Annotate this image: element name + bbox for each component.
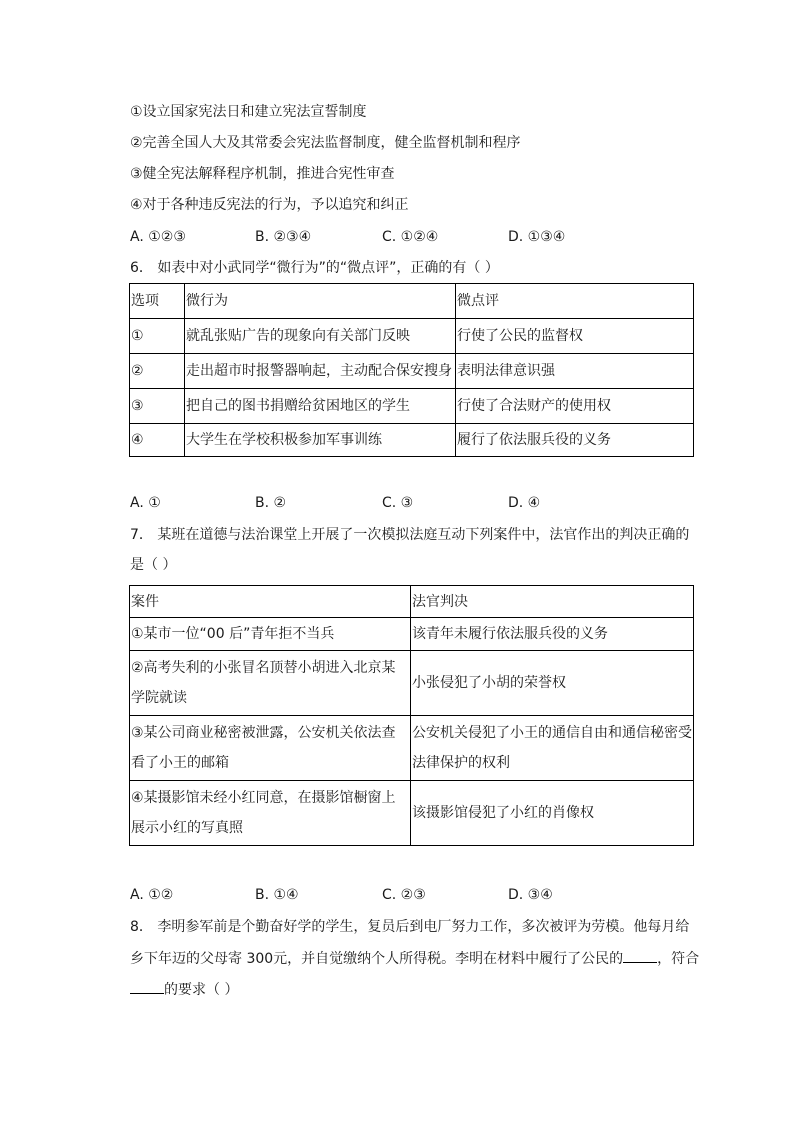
q7-stem-line-1: 7． 某班在道德与法治课堂上开展了一次模拟法庭互动下列案件中，法官作出的判决正确的 <box>130 527 690 543</box>
q7-stem-line-2: 是（ ） <box>130 557 177 573</box>
q5-option-c[interactable]: C. ①②④ <box>382 229 439 245</box>
q7-option-d[interactable]: D. ③④ <box>508 887 553 903</box>
q6-stem: 6． 如表中对小武同学“微行为”的“微点评”，正确的有（ ） <box>130 260 499 276</box>
table-header-row <box>130 284 694 319</box>
q5-options <box>130 227 650 247</box>
table-cell: ①某市一位“00 后”青年拒不当兵 <box>130 618 411 651</box>
table-cell: 行使了公民的监督权 <box>456 319 694 354</box>
q6-table <box>129 283 694 457</box>
table-row <box>130 618 694 651</box>
q6-option-c[interactable]: C. ③ <box>382 495 414 511</box>
table-header-cell: 法官判决 <box>411 586 694 618</box>
table-header-cell: 微点评 <box>456 284 694 319</box>
table-cell: 就乱张贴广告的现象向有关部门反映 <box>185 319 456 354</box>
q6-option-b[interactable]: B. ② <box>255 495 287 511</box>
q6-options <box>130 493 650 513</box>
table-cell: ④ <box>130 424 185 457</box>
q5-item-2: ②完善全国人大及其常委会宪法监督制度，健全监督机制和程序 <box>130 135 521 151</box>
q8-line-2 <box>130 948 699 969</box>
q7-option-b[interactable]: B. ①④ <box>255 887 299 903</box>
table-cell: ③某公司商业秘密被泄露，公安机关依法查看了小王的邮箱 <box>130 716 411 781</box>
table-cell: 表明法律意识强 <box>456 354 694 389</box>
table-row <box>130 389 694 424</box>
table-row <box>130 781 694 846</box>
table-cell: 走出超市时报警器响起，主动配合保安搜身 <box>185 354 456 389</box>
table-row <box>130 354 694 389</box>
q5-option-b[interactable]: B. ②③④ <box>255 229 312 245</box>
answer-blank-1 <box>623 948 657 963</box>
q5-option-d[interactable]: D. ①③④ <box>508 229 566 245</box>
table-cell: 履行了依法服兵役的义务 <box>456 424 694 457</box>
table-cell: 把自己的图书捐赠给贫困地区的学生 <box>185 389 456 424</box>
table-cell: 行使了合法财产的使用权 <box>456 389 694 424</box>
q7-table <box>129 585 694 846</box>
q5-item-4: ④对于各种违反宪法的行为，予以追究和纠正 <box>130 197 409 213</box>
q7-options <box>130 885 650 905</box>
table-cell: ④某摄影馆未经小红同意，在摄影馆橱窗上展示小红的写真照 <box>130 781 411 846</box>
q5-option-a[interactable]: A. ①②③ <box>130 229 186 245</box>
q8-line-2-text: 乡下年迈的父母寄 300元，并自觉缴纳个人所得税。李明在材料中履行了公民的 <box>130 951 624 967</box>
table-cell: ②高考失利的小张冒名顶替小胡进入北京某学院就读 <box>130 651 411 716</box>
q8-line-3 <box>130 979 238 1000</box>
q8-line-1: 8． 李明参军前是个勤奋好学的学生，复员后到电厂努力工作，多次被评为劳模。他每月给 <box>130 919 690 935</box>
table-cell: 小张侵犯了小胡的荣誉权 <box>411 651 694 716</box>
table-row <box>130 424 694 457</box>
q6-option-d[interactable]: D. ④ <box>508 495 541 511</box>
table-header-cell: 选项 <box>130 284 185 319</box>
q8-line-2-tail: ，符合 <box>657 951 700 967</box>
table-cell: 公安机关侵犯了小王的通信自由和通信秘密受法律保护的权利 <box>411 716 694 781</box>
table-cell: ③ <box>130 389 185 424</box>
q6-option-a[interactable]: A. ① <box>130 495 161 511</box>
table-header-cell: 微行为 <box>185 284 456 319</box>
table-cell: 该青年未履行依法服兵役的义务 <box>411 618 694 651</box>
table-cell: ① <box>130 319 185 354</box>
table-cell: ② <box>130 354 185 389</box>
table-header-row <box>130 586 694 618</box>
table-row <box>130 716 694 781</box>
q5-item-3: ③健全宪法解释程序机制，推进合宪性审查 <box>130 166 395 182</box>
table-cell: 大学生在学校积极参加军事训练 <box>185 424 456 457</box>
table-row <box>130 319 694 354</box>
table-row <box>130 651 694 716</box>
table-cell: 该摄影馆侵犯了小红的肖像权 <box>411 781 694 846</box>
q7-option-c[interactable]: C. ②③ <box>382 887 426 903</box>
q7-option-a[interactable]: A. ①② <box>130 887 174 903</box>
table-header-cell: 案件 <box>130 586 411 618</box>
answer-blank-2 <box>130 979 164 994</box>
q5-item-1: ①设立国家宪法日和建立宪法宣誓制度 <box>130 104 367 120</box>
q8-line-3-text: 的要求（ ） <box>164 982 239 998</box>
